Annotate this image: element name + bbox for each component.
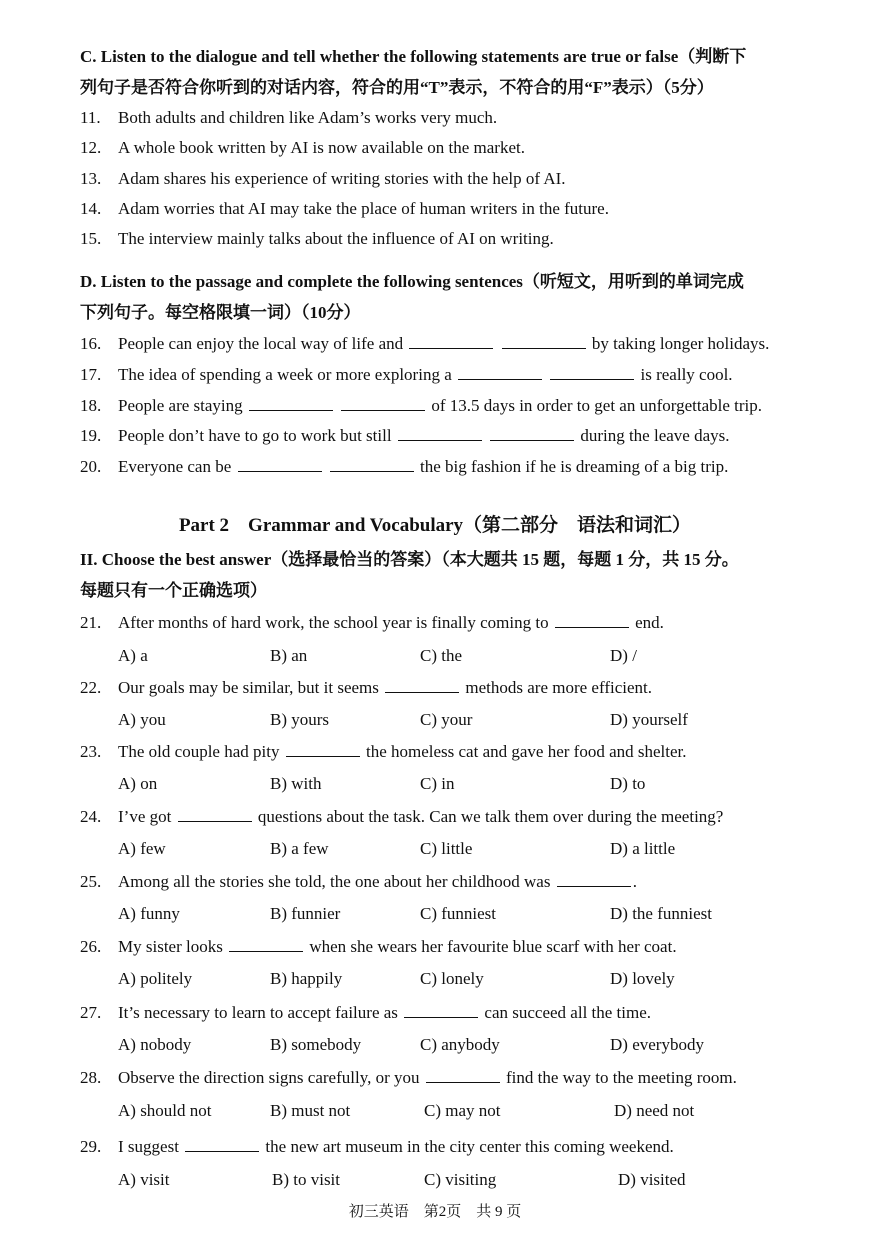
answer-blank[interactable] <box>341 395 425 411</box>
option-d[interactable]: D) the funniest <box>610 904 712 923</box>
section-d-title-line1: D. Listen to the passage and complete the following sentences（听短文，用听到的单词完成 <box>80 272 744 291</box>
answer-blank[interactable] <box>330 456 414 472</box>
question-26 <box>80 936 820 958</box>
option-d[interactable]: D) lovely <box>610 969 675 988</box>
option-d[interactable]: D) / <box>610 646 637 665</box>
question-text-post: end. <box>635 613 664 632</box>
option-b[interactable]: B) yours <box>270 710 330 729</box>
page-footer: 初三英语 第2页 共 9 页 <box>348 1204 522 1220</box>
question-21 <box>80 612 820 634</box>
question-text-pre: After months of hard work, the school year is finally coming to <box>118 613 549 632</box>
option-a[interactable]: A) a <box>118 646 148 665</box>
question-16 <box>80 333 820 355</box>
question-text-post: questions about the task. Can we talk them over during the meeting? <box>257 807 724 826</box>
question-number: 13. <box>80 169 102 188</box>
option-a[interactable]: A) should not <box>118 1101 212 1120</box>
question-text: A whole book written by AI is now available on the market. <box>118 138 525 157</box>
option-c[interactable]: C) funniest <box>420 904 497 923</box>
question-12 <box>80 137 820 159</box>
option-c[interactable]: C) in <box>420 774 455 793</box>
option-d[interactable]: D) a little <box>610 839 676 858</box>
option-c[interactable]: C) your <box>420 710 473 729</box>
question-13 <box>80 168 820 190</box>
option-b[interactable]: B) with <box>270 774 322 793</box>
question-number: 26. <box>80 937 102 956</box>
option-c[interactable]: C) visiting <box>424 1170 497 1189</box>
option-b[interactable]: B) funnier <box>270 904 341 923</box>
question-number: 19. <box>80 426 102 445</box>
question-text-pre: People don’t have to go to work but still <box>118 426 392 445</box>
question-text-post: the homeless cat and gave her food and shelter. <box>365 742 687 761</box>
option-d[interactable]: D) visited <box>618 1170 686 1189</box>
question-number: 23. <box>80 742 102 761</box>
question-text-pre: People can enjoy the local way of life and <box>118 334 404 353</box>
question-22 <box>80 677 820 699</box>
question-text-pre: The old couple had pity <box>118 742 280 761</box>
question-number: 14. <box>80 199 102 218</box>
section-ii-title-line1: II. Choose the best answer（选择最恰当的答案）（本大题共 15 题，每题 1 分，共 15 分。 <box>80 550 739 569</box>
section-c-title-line2: 列句子是否符合你听到的对话内容，符合的用“T”表示，不符合的用“F”表示）（5分） <box>80 78 714 97</box>
option-b[interactable]: B) somebody <box>270 1035 362 1054</box>
question-number: 20. <box>80 457 102 476</box>
question-20 <box>80 456 820 478</box>
section-ii-title <box>80 544 820 606</box>
question-text-post: is really cool. <box>640 365 733 384</box>
section-c-title-line1: C. Listen to the dialogue and tell whether the following statements are true or false（判断下 <box>80 47 747 66</box>
question-text-pre: The idea of spending a week or more exploring a <box>118 365 452 384</box>
question-text-post: . <box>632 872 637 891</box>
question-text-pre: I suggest <box>118 1137 179 1156</box>
question-text-post: the big fashion if he is dreaming of a big trip. <box>420 457 729 476</box>
question-number: 22. <box>80 678 102 697</box>
option-a[interactable]: A) few <box>118 839 166 858</box>
question-29 <box>80 1136 820 1158</box>
answer-blank[interactable] <box>185 1136 259 1152</box>
question-text-pre: Everyone can be <box>118 457 232 476</box>
question-text-post: find the way to the meeting room. <box>506 1068 737 1087</box>
question-number: 18. <box>80 396 102 415</box>
answer-blank[interactable] <box>490 425 574 441</box>
question-15 <box>80 228 820 250</box>
answer-blank[interactable] <box>238 456 322 472</box>
question-number: 29. <box>80 1137 102 1156</box>
question-24 <box>80 806 820 828</box>
option-a[interactable]: A) on <box>118 774 158 793</box>
answer-blank[interactable] <box>286 741 360 757</box>
answer-blank[interactable] <box>404 1002 478 1018</box>
question-23 <box>80 741 820 763</box>
option-c[interactable]: C) may not <box>424 1101 501 1120</box>
option-c[interactable]: C) the <box>420 646 463 665</box>
option-a[interactable]: A) nobody <box>118 1035 192 1054</box>
answer-blank[interactable] <box>409 333 493 349</box>
question-text: The interview mainly talks about the influence of AI on writing. <box>118 229 554 248</box>
answer-blank[interactable] <box>458 364 542 380</box>
question-text-pre: It’s necessary to learn to accept failure as <box>118 1003 398 1022</box>
option-b[interactable]: B) a few <box>270 839 329 858</box>
option-a[interactable]: A) funny <box>118 904 180 923</box>
section-d-title-line2: 下列句子。每空格限填一词）（10分） <box>80 303 361 322</box>
question-number: 11. <box>80 108 101 127</box>
question-text-pre: Our goals may be similar, but it seems <box>118 678 379 697</box>
question-text-post: the new art museum in the city center this coming weekend. <box>265 1137 674 1156</box>
question-text-pre: People are staying <box>118 396 243 415</box>
question-text-post: of 13.5 days in order to get an unforgettable trip. <box>431 396 763 415</box>
question-14 <box>80 198 820 220</box>
part-2-title: Part 2 Grammar and Vocabulary（第二部分 语法和词汇） <box>178 515 692 536</box>
question-number: 24. <box>80 807 102 826</box>
question-number: 27. <box>80 1003 102 1022</box>
question-text-pre: Among all the stories she told, the one about her childhood was <box>118 872 551 891</box>
question-number: 25. <box>80 872 102 891</box>
question-28 <box>80 1067 820 1089</box>
answer-blank[interactable] <box>555 612 629 628</box>
section-c-title <box>80 41 820 103</box>
question-number: 16. <box>80 334 102 353</box>
question-text: Both adults and children like Adam’s works very much. <box>118 108 498 127</box>
question-text: Adam worries that AI may take the place of human writers in the future. <box>118 199 609 218</box>
section-ii-title-line2: 每题只有一个正确选项） <box>80 581 267 600</box>
option-d[interactable]: D) need not <box>614 1101 695 1120</box>
answer-blank[interactable] <box>249 395 333 411</box>
question-25 <box>80 871 820 893</box>
answer-blank[interactable] <box>557 871 631 887</box>
question-18 <box>80 395 820 417</box>
option-c[interactable]: C) little <box>420 839 473 858</box>
option-b[interactable]: B) happily <box>270 969 343 988</box>
question-text-post: when she wears her favourite blue scarf with her coat. <box>309 937 677 956</box>
option-a[interactable]: A) politely <box>118 969 193 988</box>
option-d[interactable]: D) everybody <box>610 1035 704 1054</box>
question-text-post: during the leave days. <box>580 426 730 445</box>
answer-blank[interactable] <box>550 364 634 380</box>
option-a[interactable]: A) visit <box>118 1170 170 1189</box>
question-number: 21. <box>80 613 102 632</box>
option-b[interactable]: B) must not <box>270 1101 351 1120</box>
question-number: 28. <box>80 1068 102 1087</box>
option-a[interactable]: A) you <box>118 710 166 729</box>
answer-blank[interactable] <box>178 806 252 822</box>
question-number: 12. <box>80 138 102 157</box>
question-19 <box>80 425 820 447</box>
question-text-post: methods are more efficient. <box>465 678 653 697</box>
answer-blank[interactable] <box>502 333 586 349</box>
option-d[interactable]: D) to <box>610 774 646 793</box>
section-d-title <box>80 266 820 328</box>
option-c[interactable]: C) anybody <box>420 1035 500 1054</box>
option-d[interactable]: D) yourself <box>610 710 688 729</box>
question-text-post: can succeed all the time. <box>484 1003 652 1022</box>
question-11 <box>80 107 820 129</box>
answer-blank[interactable] <box>385 677 459 693</box>
question-27 <box>80 1002 820 1024</box>
question-text: Adam shares his experience of writing stories with the help of AI. <box>118 169 566 188</box>
question-text-pre: Observe the direction signs carefully, or you <box>118 1068 420 1087</box>
answer-blank[interactable] <box>229 936 303 952</box>
question-number: 17. <box>80 365 102 384</box>
question-number: 15. <box>80 229 102 248</box>
answer-blank[interactable] <box>398 425 482 441</box>
option-b[interactable]: B) to visit <box>272 1170 341 1189</box>
question-17 <box>80 364 820 386</box>
answer-blank[interactable] <box>426 1067 500 1083</box>
question-text-pre: I’ve got <box>118 807 172 826</box>
option-c[interactable]: C) lonely <box>420 969 484 988</box>
question-text-post: by taking longer holidays. <box>591 334 770 353</box>
option-b[interactable]: B) an <box>270 646 308 665</box>
question-text-pre: My sister looks <box>118 937 223 956</box>
